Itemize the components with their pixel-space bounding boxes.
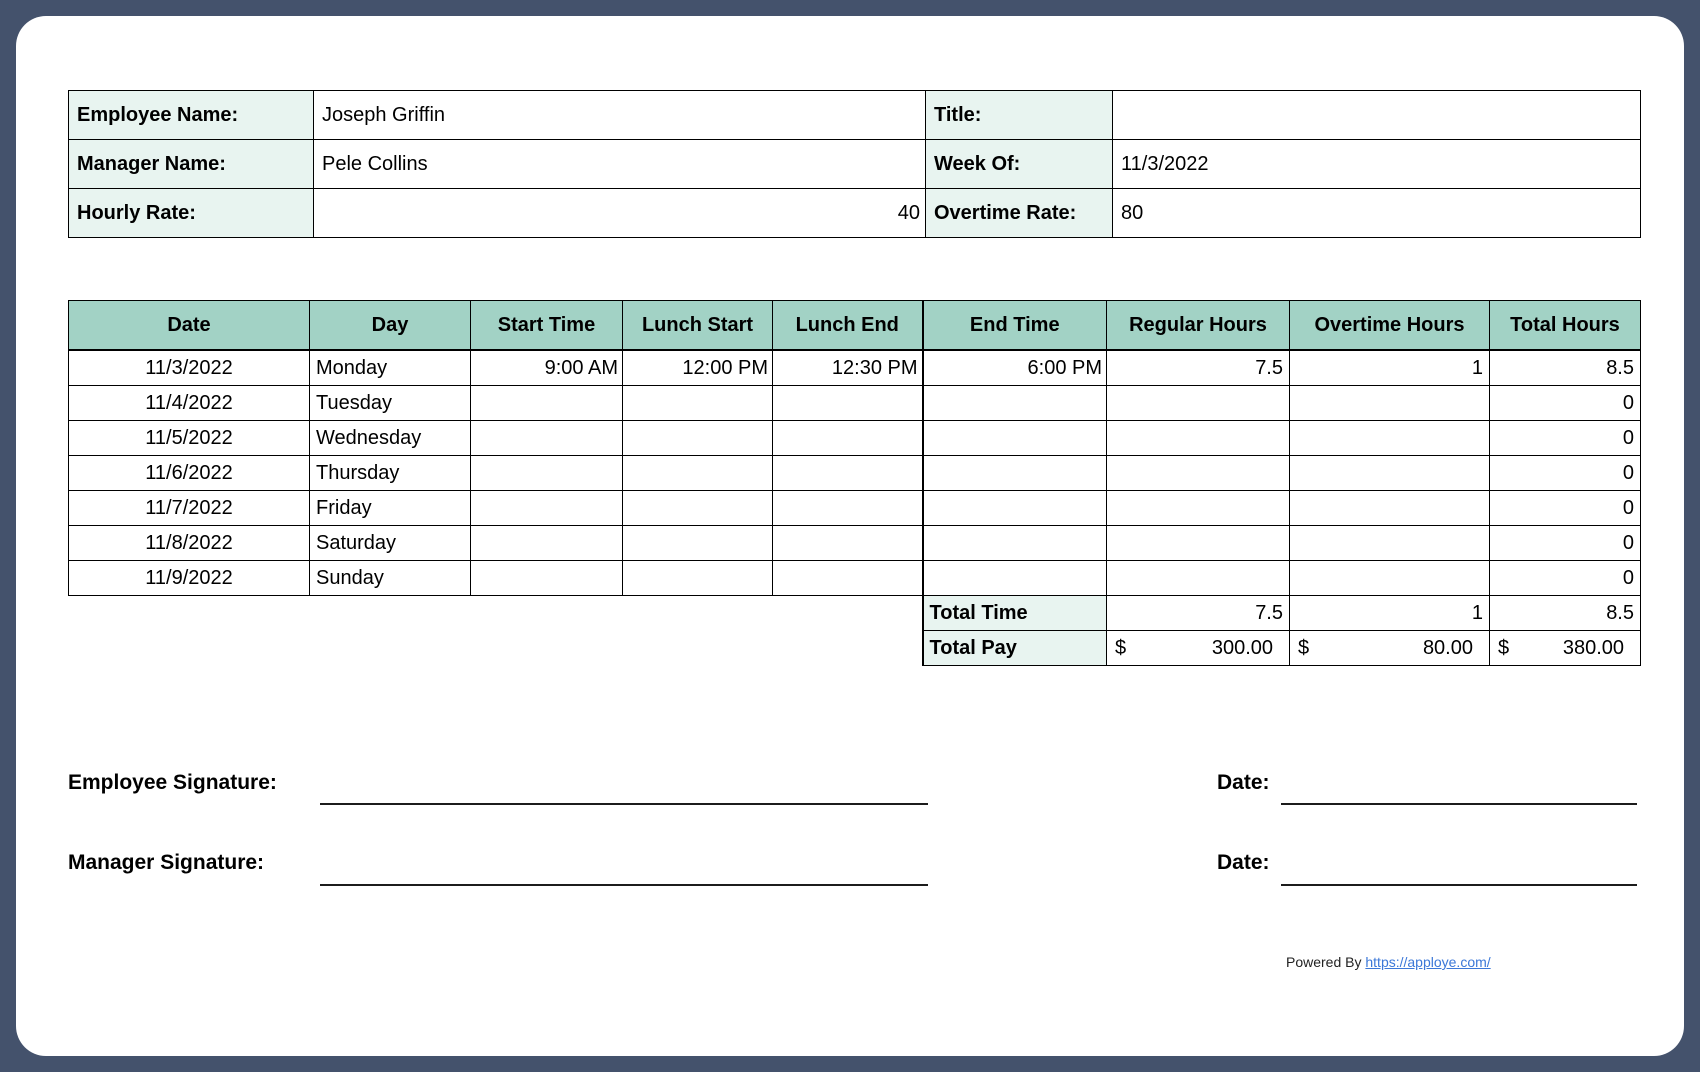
cell-start-time[interactable]	[471, 456, 623, 491]
timesheet-row	[69, 491, 1641, 526]
apploye-link[interactable]: https://apploye.com/	[1365, 954, 1491, 970]
manager-date-label: Date:	[1217, 851, 1270, 874]
cell-overtime-hours[interactable]	[1290, 561, 1490, 596]
timesheet-row	[69, 526, 1641, 561]
cell-day: Saturday	[310, 526, 471, 561]
total-pay-row	[69, 631, 1641, 666]
total-time-label: Total Time	[923, 596, 1107, 631]
cell-total-hours: 8.5	[1490, 350, 1641, 386]
cell-day: Monday	[310, 350, 471, 386]
total-time-overtime: 1	[1290, 596, 1490, 631]
cell-regular-hours[interactable]	[1107, 456, 1290, 491]
col-header-date: Date	[69, 301, 310, 351]
manager-date-line[interactable]	[1281, 884, 1637, 886]
employee-signature-label: Employee Signature:	[68, 771, 277, 794]
cell-regular-hours[interactable]: 7.5	[1107, 350, 1290, 386]
cell-lunch-start[interactable]	[623, 456, 773, 491]
totals-spacer	[69, 631, 923, 666]
cell-day: Tuesday	[310, 386, 471, 421]
cell-total-hours: 0	[1490, 456, 1641, 491]
cell-lunch-start[interactable]	[623, 386, 773, 421]
timesheet-row	[69, 350, 1641, 386]
cell-end-time[interactable]	[923, 421, 1107, 456]
cell-overtime-hours[interactable]	[1290, 421, 1490, 456]
cell-date: 11/6/2022	[69, 456, 310, 491]
info-row-name	[69, 91, 1641, 140]
manager-signature-line[interactable]	[320, 884, 928, 886]
col-header-total-hours: Total Hours	[1490, 301, 1641, 351]
overtime-rate-label: Overtime Rate:	[926, 189, 1113, 238]
amount: 300.00	[1211, 636, 1273, 659]
timesheet-row	[69, 386, 1641, 421]
cell-lunch-start[interactable]: 12:00 PM	[623, 350, 773, 386]
cell-day: Thursday	[310, 456, 471, 491]
manager-name-label: Manager Name:	[69, 140, 314, 189]
cell-regular-hours[interactable]	[1107, 421, 1290, 456]
amount: 80.00	[1422, 636, 1473, 659]
timesheet-row	[69, 421, 1641, 456]
employee-name-label: Employee Name:	[69, 91, 314, 140]
cell-lunch-end[interactable]: 12:30 PM	[773, 350, 923, 386]
cell-total-hours: 0	[1490, 421, 1641, 456]
cell-end-time[interactable]	[923, 491, 1107, 526]
hourly-rate-value[interactable]: 40	[314, 189, 926, 238]
cell-day: Wednesday	[310, 421, 471, 456]
cell-start-time[interactable]: 9:00 AM	[471, 350, 623, 386]
total-pay-overtime	[1290, 631, 1490, 666]
cell-lunch-end[interactable]	[773, 456, 923, 491]
cell-lunch-end[interactable]	[773, 491, 923, 526]
cell-day: Friday	[310, 491, 471, 526]
cell-date: 11/7/2022	[69, 491, 310, 526]
timesheet-header-row	[69, 301, 1641, 351]
cell-regular-hours[interactable]	[1107, 386, 1290, 421]
cell-end-time[interactable]	[923, 456, 1107, 491]
cell-total-hours: 0	[1490, 491, 1641, 526]
cell-end-time[interactable]	[923, 386, 1107, 421]
col-header-end-time: End Time	[923, 301, 1107, 351]
title-value[interactable]	[1113, 91, 1641, 140]
cell-start-time[interactable]	[471, 561, 623, 596]
cell-lunch-end[interactable]	[773, 561, 923, 596]
cell-lunch-end[interactable]	[773, 421, 923, 456]
cell-overtime-hours[interactable]	[1290, 456, 1490, 491]
overtime-rate-value[interactable]: 80	[1113, 189, 1641, 238]
info-row-manager	[69, 140, 1641, 189]
amount: 380.00	[1562, 636, 1624, 659]
col-header-start-time: Start Time	[471, 301, 623, 351]
timesheet-table	[68, 300, 1641, 666]
col-header-regular-hours: Regular Hours	[1107, 301, 1290, 351]
cell-end-time[interactable]	[923, 526, 1107, 561]
total-pay-label: Total Pay	[923, 631, 1107, 666]
currency-symbol: $	[1298, 636, 1310, 659]
cell-start-time[interactable]	[471, 491, 623, 526]
cell-total-hours: 0	[1490, 526, 1641, 561]
currency-symbol: $	[1498, 636, 1510, 659]
manager-name-value[interactable]: Pele Collins	[314, 140, 926, 189]
col-header-lunch-end: Lunch End	[773, 301, 923, 351]
cell-lunch-start[interactable]	[623, 561, 773, 596]
employee-date-line[interactable]	[1281, 803, 1637, 805]
cell-date: 11/5/2022	[69, 421, 310, 456]
cell-lunch-end[interactable]	[773, 386, 923, 421]
timesheet-row	[69, 456, 1641, 491]
cell-start-time[interactable]	[471, 421, 623, 456]
total-time-regular: 7.5	[1107, 596, 1290, 631]
col-header-lunch-start: Lunch Start	[623, 301, 773, 351]
cell-date: 11/8/2022	[69, 526, 310, 561]
title-label: Title:	[926, 91, 1113, 140]
timesheet-document	[16, 16, 1684, 1056]
cell-date: 11/4/2022	[69, 386, 310, 421]
cell-date: 11/9/2022	[69, 561, 310, 596]
cell-overtime-hours[interactable]: 1	[1290, 350, 1490, 386]
employee-date-label: Date:	[1217, 771, 1270, 794]
hourly-rate-label: Hourly Rate:	[69, 189, 314, 238]
cell-regular-hours[interactable]	[1107, 491, 1290, 526]
total-pay-regular	[1107, 631, 1290, 666]
week-of-value[interactable]: 11/3/2022	[1113, 140, 1641, 189]
col-header-day: Day	[310, 301, 471, 351]
employee-info-table	[68, 90, 1641, 238]
cell-date: 11/3/2022	[69, 350, 310, 386]
manager-signature-label: Manager Signature:	[68, 851, 265, 874]
employee-signature-line[interactable]	[320, 803, 928, 805]
cell-total-hours: 0	[1490, 386, 1641, 421]
total-time-row	[69, 596, 1641, 631]
cell-day: Sunday	[310, 561, 471, 596]
week-of-label: Week Of:	[926, 140, 1113, 189]
info-row-rates	[69, 189, 1641, 238]
cell-total-hours: 0	[1490, 561, 1641, 596]
powered-by-text: Powered By	[1286, 954, 1366, 970]
cell-overtime-hours[interactable]	[1290, 386, 1490, 421]
cell-lunch-end[interactable]	[773, 526, 923, 561]
cell-start-time[interactable]	[471, 386, 623, 421]
employee-name-value[interactable]: Joseph Griffin	[314, 91, 926, 140]
cell-overtime-hours[interactable]	[1290, 526, 1490, 561]
total-time-total: 8.5	[1490, 596, 1641, 631]
total-pay-total	[1490, 631, 1641, 666]
cell-end-time[interactable]	[923, 561, 1107, 596]
powered-by-footer	[1286, 954, 1491, 970]
col-header-overtime-hours: Overtime Hours	[1290, 301, 1490, 351]
cell-end-time[interactable]: 6:00 PM	[923, 350, 1107, 386]
cell-regular-hours[interactable]	[1107, 526, 1290, 561]
currency-symbol: $	[1115, 636, 1127, 659]
cell-lunch-start[interactable]	[623, 526, 773, 561]
cell-overtime-hours[interactable]	[1290, 491, 1490, 526]
cell-start-time[interactable]	[471, 526, 623, 561]
cell-regular-hours[interactable]	[1107, 561, 1290, 596]
cell-lunch-start[interactable]	[623, 421, 773, 456]
timesheet-row	[69, 561, 1641, 596]
totals-spacer	[69, 596, 923, 631]
cell-lunch-start[interactable]	[623, 491, 773, 526]
